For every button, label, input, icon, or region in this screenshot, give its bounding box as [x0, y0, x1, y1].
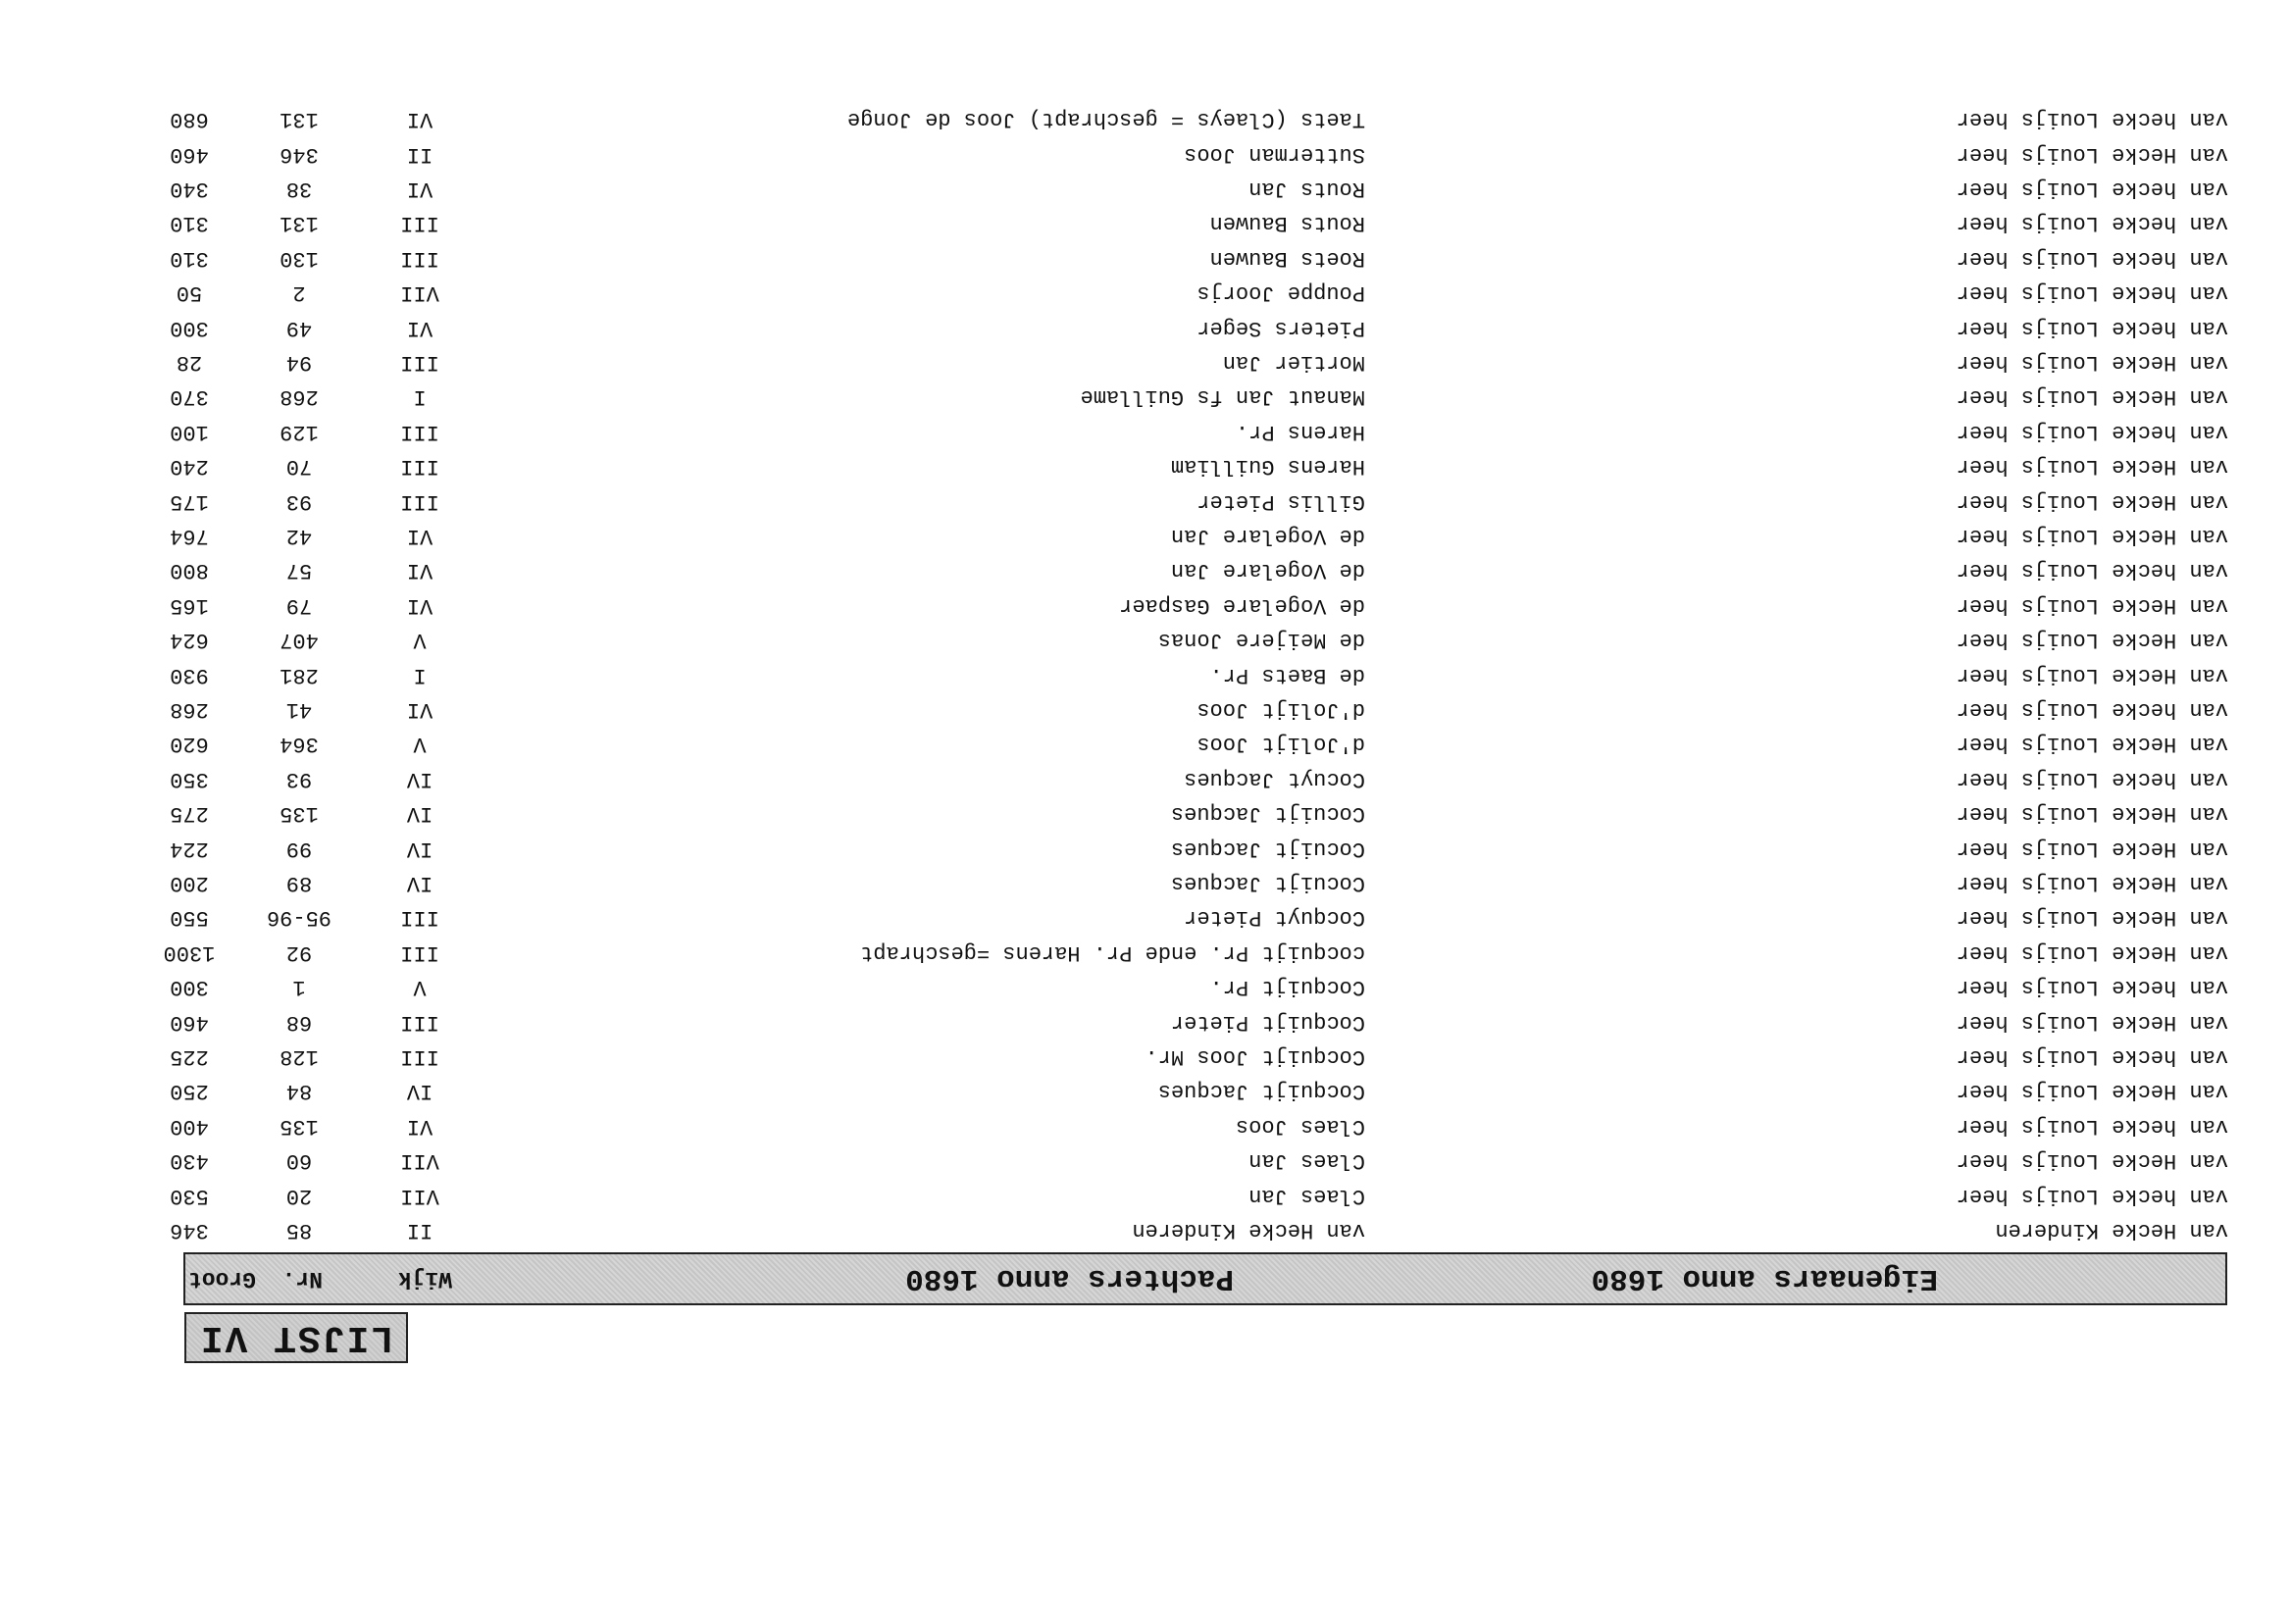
nr-cell: 2: [292, 280, 306, 306]
groot-cell: 530: [170, 1183, 209, 1208]
table-row: [0, 347, 2291, 381]
tenant-cell: Roets Bauwen: [1209, 245, 1365, 271]
tenant-cell: Mortier Jan: [1222, 350, 1365, 375]
tenant-cell: Cocquijt Pieter: [1170, 1009, 1365, 1035]
owner-cell: van Hecke Louijs heer: [1956, 836, 2228, 861]
groot-cell: 268: [170, 697, 209, 722]
table-row: [0, 486, 2291, 520]
nr-cell: 57: [285, 558, 313, 584]
table-row: [0, 174, 2291, 207]
tenant-cell: Cocquyt Pieter: [1184, 905, 1365, 931]
nr-cell: 49: [285, 315, 313, 340]
groot-cell: 346: [170, 1218, 209, 1243]
owner-cell: van hecke Louijs heer: [1956, 1113, 2228, 1139]
owner-cell: van Hecke Louijs heer: [1956, 488, 2228, 514]
groot-cell: 300: [170, 315, 209, 340]
table-row: [0, 208, 2291, 241]
table-row: [0, 313, 2291, 346]
table-row: [0, 451, 2291, 484]
nr-cell: 95-96: [267, 905, 332, 931]
groot-cell: 300: [170, 975, 209, 1000]
tenant-cell: de Vogelare Jan: [1170, 524, 1365, 548]
tenant-cell: Cocuijt Jacques: [1170, 836, 1365, 861]
wijk-cell: VI: [406, 524, 433, 548]
owner-cell: van hecke Louijs heer: [1956, 558, 2228, 584]
wijk-cell: III: [400, 939, 439, 965]
groot-cell: 370: [170, 384, 209, 410]
nr-cell: 346: [280, 141, 319, 167]
table-row: [0, 694, 2291, 728]
owner-cell: van Hecke Louijs heer: [1956, 1079, 2228, 1104]
groot-cell: 100: [170, 419, 209, 444]
groot-cell: 550: [170, 905, 209, 931]
wijk-cell: III: [400, 419, 439, 444]
table-row: [0, 417, 2291, 450]
owner-cell: van hecke Louijs heer: [1956, 280, 2228, 306]
wijk-cell: VI: [406, 107, 433, 132]
nr-cell: 79: [285, 592, 313, 618]
nr-cell: 70: [285, 454, 313, 480]
wijk-cell: III: [400, 454, 439, 480]
groot-cell: 624: [170, 628, 209, 653]
tenant-cell: Harens Guilliam: [1170, 454, 1365, 480]
tenant-cell: Cocquijt Jacques: [1157, 1079, 1365, 1104]
owner-cell: van hecke Louijs heer: [1956, 107, 2228, 132]
tenant-cell: Manaut Jan fs Guillame: [1080, 384, 1365, 410]
owner-cell: van Hecke Louijs heer: [1956, 141, 2228, 167]
owner-cell: van Hecke Kinderen: [1995, 1218, 2228, 1243]
groot-cell: 175: [170, 488, 209, 514]
owner-cell: van hecke Louijs heer: [1956, 211, 2228, 236]
table-row: [0, 798, 2291, 832]
wijk-cell: V: [413, 628, 427, 653]
table-row: [0, 1041, 2291, 1075]
groot-cell: 250: [170, 1079, 209, 1104]
nr-cell: 1: [292, 975, 306, 1000]
table-row: [0, 938, 2291, 971]
nr-cell: 128: [280, 1044, 319, 1069]
table-row: [0, 834, 2291, 867]
nr-cell: 20: [285, 1183, 313, 1208]
tenant-cell: Claes Joos: [1235, 1113, 1365, 1139]
nr-cell: 41: [285, 697, 313, 722]
header-tenants: Pachters anno 1680: [905, 1261, 1234, 1296]
nr-cell: 131: [280, 107, 319, 132]
nr-cell: 364: [280, 732, 319, 757]
wijk-cell: III: [400, 1044, 439, 1069]
nr-cell: 407: [280, 628, 319, 653]
table-row: [0, 1076, 2291, 1109]
wijk-cell: VII: [400, 280, 439, 306]
nr-cell: 135: [280, 1113, 319, 1139]
owner-cell: van Hecke Louijs heer: [1956, 871, 2228, 895]
tenant-cell: Taets (Claeys = geschrapt) Joos de Jonge: [846, 107, 1365, 132]
tenant-cell: de Vogelare Gaspaer: [1119, 592, 1365, 618]
tenant-cell: Cocuijt Jacques: [1170, 871, 1365, 895]
nr-cell: 42: [285, 524, 313, 548]
owner-cell: van hecke Louijs heer: [1956, 177, 2228, 201]
wijk-cell: VI: [406, 1113, 433, 1139]
wijk-cell: V: [413, 732, 427, 757]
wijk-cell: III: [400, 211, 439, 236]
nr-cell: 60: [285, 1148, 313, 1174]
table-row: [0, 1181, 2291, 1214]
owner-cell: van hecke Louijs heer: [1956, 766, 2228, 791]
groot-cell: 460: [170, 141, 209, 167]
wijk-cell: IV: [406, 801, 433, 827]
tenant-cell: Cocuyt Jacques: [1184, 766, 1365, 791]
owner-cell: van Hecke Louijs heer: [1956, 939, 2228, 965]
tenant-cell: Claes Jan: [1248, 1183, 1365, 1208]
groot-cell: 680: [170, 107, 209, 132]
nr-cell: 93: [285, 488, 313, 514]
owner-cell: van Hecke Louijs heer: [1956, 732, 2228, 757]
table-row: [0, 243, 2291, 277]
owner-cell: van Hecke Louijs heer: [1956, 662, 2228, 687]
groot-cell: 340: [170, 177, 209, 201]
nr-cell: 84: [285, 1079, 313, 1104]
tenant-cell: Gillis Pieter: [1196, 488, 1365, 514]
tenant-cell: Routs Jan: [1248, 177, 1365, 201]
owner-cell: van Hecke Louijs heer: [1956, 454, 2228, 480]
table-row: [0, 1007, 2291, 1040]
wijk-cell: IV: [406, 1079, 433, 1104]
tenant-cell: Routs Bauwen: [1209, 211, 1365, 236]
owner-cell: van hecke Louijs heer: [1956, 315, 2228, 340]
list-title: [184, 1312, 408, 1363]
owner-cell: van Hecke Louijs heer: [1956, 628, 2228, 653]
nr-cell: 85: [285, 1218, 313, 1243]
wijk-cell: III: [400, 350, 439, 375]
nr-cell: 99: [285, 836, 313, 861]
tenant-cell: Claes Jan: [1248, 1148, 1365, 1174]
owner-cell: van Hecke Louijs heer: [1956, 592, 2228, 618]
wijk-cell: VI: [406, 315, 433, 340]
owner-cell: van Hecke Louijs heer: [1956, 905, 2228, 931]
groot-cell: 28: [176, 350, 203, 375]
groot-cell: 165: [170, 592, 209, 618]
tenant-cell: de Meijere Jonas: [1157, 628, 1365, 653]
owner-cell: van hecke Louijs heer: [1956, 1044, 2228, 1069]
groot-cell: 430: [170, 1148, 209, 1174]
groot-cell: 460: [170, 1009, 209, 1035]
groot-cell: 200: [170, 871, 209, 895]
groot-cell: 275: [170, 801, 209, 827]
groot-cell: 1300: [163, 939, 216, 965]
groot-cell: 400: [170, 1113, 209, 1139]
table-row: [0, 868, 2291, 901]
owner-cell: van hecke Louijs heer: [1956, 419, 2228, 444]
nr-cell: 268: [280, 384, 319, 410]
tenant-cell: Cocquijt Pr.: [1209, 975, 1365, 1000]
groot-cell: 350: [170, 766, 209, 791]
table-row: [0, 764, 2291, 797]
groot-cell: 764: [170, 524, 209, 548]
owner-cell: van Hecke Louijs heer: [1956, 1009, 2228, 1035]
table-row: [0, 590, 2291, 624]
groot-cell: 310: [170, 245, 209, 271]
nr-cell: 129: [280, 419, 319, 444]
wijk-cell: VI: [406, 177, 433, 201]
tenant-cell: d'Jolijt Joos: [1196, 697, 1365, 722]
owner-cell: van hecke Louijs heer: [1956, 245, 2228, 271]
owner-cell: van hecke Louijs heer: [1956, 1183, 2228, 1208]
wijk-cell: V: [413, 975, 427, 1000]
tenant-cell: Pieters Seger: [1196, 315, 1365, 340]
nr-cell: 130: [280, 245, 319, 271]
table-row: [0, 555, 2291, 588]
table-row: [0, 139, 2291, 173]
groot-cell: 930: [170, 662, 209, 687]
owner-cell: van Hecke Louijs heer: [1956, 1148, 2228, 1174]
tenant-cell: Cocquijt Joos Mr.: [1145, 1044, 1365, 1069]
table-row: [0, 521, 2291, 554]
nr-cell: 281: [280, 662, 319, 687]
tenant-cell: cocquijt Pr. ende Pr. Harens =geschrapt: [860, 939, 1365, 965]
tenant-cell: Harens Pr.: [1235, 419, 1365, 444]
wijk-cell: IV: [406, 871, 433, 895]
header-owners: Eigenaars anno 1680: [1591, 1261, 1938, 1296]
table-row: [0, 902, 2291, 936]
wijk-cell: II: [406, 141, 433, 167]
wijk-cell: III: [400, 905, 439, 931]
nr-cell: 89: [285, 871, 313, 895]
tenant-cell: d'Jolijt Joos: [1196, 732, 1365, 757]
wijk-cell: IV: [406, 766, 433, 791]
wijk-cell: VII: [400, 1183, 439, 1208]
owner-cell: van Hecke Louijs heer: [1956, 801, 2228, 827]
owner-cell: van Hecke Louijs heer: [1956, 524, 2228, 548]
tenant-cell: de Vogelare Jan: [1170, 558, 1365, 584]
tenant-cell: Cocuijt Jacques: [1170, 801, 1365, 827]
wijk-cell: II: [406, 1218, 433, 1243]
list-title-text: LIJST VI: [198, 1316, 394, 1359]
wijk-cell: III: [400, 1009, 439, 1035]
table-row: [0, 625, 2291, 658]
wijk-cell: VI: [406, 697, 433, 722]
tenant-cell: Sutterman Joos: [1184, 141, 1365, 167]
nr-cell: 94: [285, 350, 313, 375]
table-row: [0, 972, 2291, 1005]
groot-cell: 224: [170, 836, 209, 861]
tenant-cell: de Baets Pr.: [1209, 662, 1365, 687]
header-nr: Nr.: [281, 1266, 323, 1292]
wijk-cell: VI: [406, 558, 433, 584]
table-row: [0, 381, 2291, 415]
table-row: [0, 660, 2291, 693]
table-row: [0, 1215, 2291, 1248]
nr-cell: 93: [285, 766, 313, 791]
groot-cell: 240: [170, 454, 209, 480]
table-header: [183, 1252, 2227, 1305]
nr-cell: 68: [285, 1009, 313, 1035]
wijk-cell: VII: [400, 1148, 439, 1174]
groot-cell: 225: [170, 1044, 209, 1069]
table-row: [0, 1145, 2291, 1179]
wijk-cell: VI: [406, 592, 433, 618]
table-row: [0, 729, 2291, 762]
owner-cell: van hecke Louijs heer: [1956, 697, 2228, 722]
nr-cell: 38: [285, 177, 313, 201]
owner-cell: van Hecke Louijs heer: [1956, 384, 2228, 410]
groot-cell: 310: [170, 211, 209, 236]
nr-cell: 135: [280, 801, 319, 827]
header-wijk: Wijk: [397, 1266, 452, 1292]
wijk-cell: III: [400, 245, 439, 271]
wijk-cell: III: [400, 488, 439, 514]
owner-cell: van Hecke Louijs heer: [1956, 350, 2228, 375]
tenant-cell: Pouppe Joorjs: [1196, 280, 1365, 306]
table-row: [0, 278, 2291, 311]
wijk-cell: IV: [406, 836, 433, 861]
header-groot: Groot: [187, 1266, 256, 1292]
wijk-cell: I: [413, 384, 427, 410]
tenant-cell: van Hecke Kinderen: [1132, 1218, 1365, 1243]
wijk-cell: I: [413, 662, 427, 687]
table-row: [0, 1111, 2291, 1144]
groot-cell: 800: [170, 558, 209, 584]
owner-cell: van hecke Louijs heer: [1956, 975, 2228, 1000]
table-row: [0, 104, 2291, 137]
groot-cell: 620: [170, 732, 209, 757]
groot-cell: 50: [176, 280, 203, 306]
nr-cell: 92: [285, 939, 313, 965]
nr-cell: 131: [280, 211, 319, 236]
